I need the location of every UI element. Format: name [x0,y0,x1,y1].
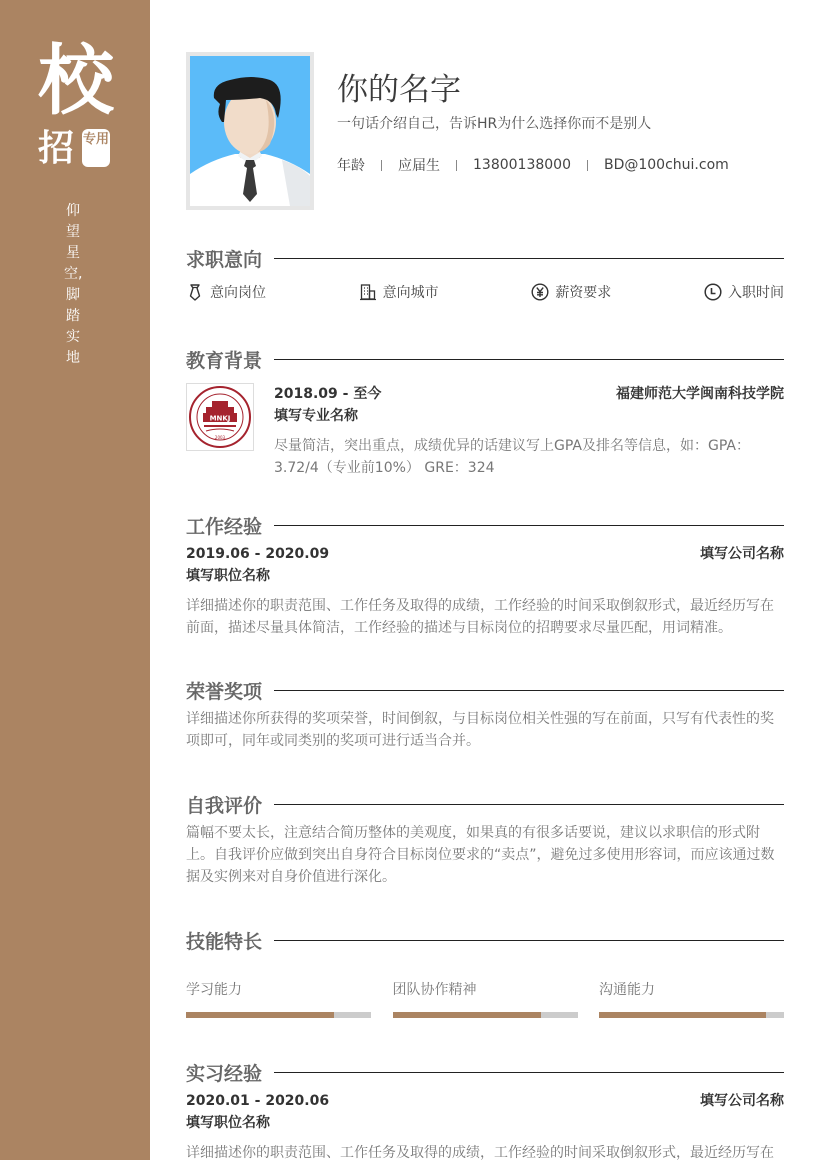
section-education [186,345,784,479]
motto-char: 脚 [66,287,80,303]
section-divider [274,690,784,691]
section-honors [186,676,784,752]
honors-description: 详细描述你所获得的奖项荣誉，时间倒叙，与目标岗位相关性强的写在前面，只写有代表性的奖项即可，同年或同类别的奖项可进行适当合并。 [186,711,774,749]
section-self-evaluation [186,790,784,888]
contact-email[interactable]: BD@100chui.com [603,157,729,173]
intent-salary[interactable] [531,282,611,302]
intent-list [186,282,784,302]
work-position: 填写职位名称 [186,568,270,584]
internship-description: 详细描述你的职责范围、工作任务及取得的成绩，工作经验的时间采取倒叙形式，最近经历写在 [186,1145,774,1160]
school-name: 福建师范大学闽南科技学院 [616,386,784,402]
section-job-intent [186,244,784,302]
section-divider [274,359,784,360]
skill-progress-bar [393,1012,578,1018]
tie-icon [186,283,204,301]
intent-label: 意向岗位 [210,285,266,301]
building-icon [359,283,377,301]
skill-label: 学习能力 [186,982,242,998]
work-header-row [186,543,784,565]
motto-char: 仰 [66,203,80,219]
section-title: 自我评价 [186,794,263,817]
contact-info [337,155,729,175]
skills-list [186,980,784,1018]
brand-title-small: 招 [38,127,75,169]
motto-char: 望 [66,224,80,240]
work-company: 填写公司名称 [700,546,784,562]
education-header-row [274,383,784,405]
avatar [190,56,310,206]
internship-date: 2020.01 - 2020.06 [186,1093,330,1109]
internship-position: 填写职位名称 [186,1115,270,1131]
intent-start-date[interactable] [704,282,784,302]
separator [381,160,382,171]
motto [64,201,82,369]
major-name: 填写专业名称 [274,408,358,424]
contact-phone[interactable]: 13800138000 [473,157,571,173]
skill-item [393,980,578,1018]
self-evaluation-description: 篇幅不要太长，注意结合简历整体的美观度，如果真的有很多话要说，建议以求职信的形式附上。自我评价应做到突出自身符合目标岗位要求的“卖点”，避免过多使用形容词，而应该通过数据及实例来对自身价值进行深化。 [186,825,775,885]
svg-text:MNKJ: MNKJ [209,414,231,423]
brand-badge: 专用 [82,129,110,167]
skill-progress-fill [393,1012,541,1018]
motto-char: 踏 [66,308,80,324]
skill-item [599,980,784,1018]
section-internship [186,1058,784,1160]
skill-progress-fill [186,1012,334,1018]
internship-company: 填写公司名称 [700,1093,784,1109]
svg-text:2003: 2003 [214,435,226,440]
avatar-illustration-icon [190,56,310,206]
education-entry [186,383,784,479]
separator [587,160,588,171]
intent-city[interactable] [359,282,439,302]
section-skills [186,926,784,1018]
section-header [186,926,784,954]
section-divider [274,1072,784,1073]
section-header [186,1058,784,1086]
section-title: 教育背景 [186,349,263,372]
motto-char: 星 [66,245,80,261]
contact-status: 应届生 [398,158,440,174]
section-title: 技能特长 [186,930,263,953]
sidebar [0,0,150,1160]
intent-label: 意向城市 [382,285,439,301]
yen-icon [531,283,549,301]
motto-char: 地 [66,350,80,366]
section-header [186,790,784,818]
section-title: 工作经验 [186,515,263,538]
section-header [186,676,784,704]
work-date: 2019.06 - 2020.09 [186,546,330,562]
intent-label: 薪资要求 [555,285,612,301]
separator [456,160,457,171]
skill-progress-fill [599,1012,766,1018]
internship-header-row [186,1090,784,1112]
profile-photo-frame[interactable] [186,52,314,210]
education-date: 2018.09 - 至今 [274,386,382,402]
motto-char: 实 [66,329,80,345]
section-title: 求职意向 [186,248,263,271]
section-header [186,345,784,373]
section-work-experience [186,511,784,639]
section-divider [274,804,784,805]
section-header [186,244,784,272]
work-description: 详细描述你的职责范围、工作任务及取得的成绩，工作经验的时间采取倒叙形式，最近经历写在前面，描述尽量具体简洁，工作经验的描述与目标岗位的招聘要求尽量匹配，用词精准。 [186,598,774,636]
intent-label: 入职时间 [727,285,784,301]
skill-label: 沟通能力 [599,982,655,998]
skill-progress-bar [599,1012,784,1018]
candidate-name: 你的名字 [337,72,461,108]
brand-title-large: 校 [38,36,114,125]
section-title: 荣誉奖项 [186,680,263,703]
section-header [186,511,784,539]
section-divider [274,258,784,259]
candidate-tagline: 一句话介绍自己，告诉HR为什么选择你而不是别人 [337,116,652,132]
motto-char: 空, [64,266,83,282]
contact-age: 年龄 [337,158,365,174]
skill-label: 团队协作精神 [392,982,477,998]
intent-position[interactable] [186,282,266,302]
education-description: 尽量简洁，突出重点，成绩优异的话建议写上GPA及排名等信息，如：GPA：3.72/4（专业前10%） GRE：324 [274,438,750,476]
section-divider [274,940,784,941]
skill-progress-bar [186,1012,371,1018]
section-divider [274,525,784,526]
clock-icon [704,283,722,301]
school-emblem-icon [188,385,252,449]
school-logo [186,383,254,451]
section-title: 实习经验 [186,1062,263,1085]
skill-item [186,980,371,1018]
